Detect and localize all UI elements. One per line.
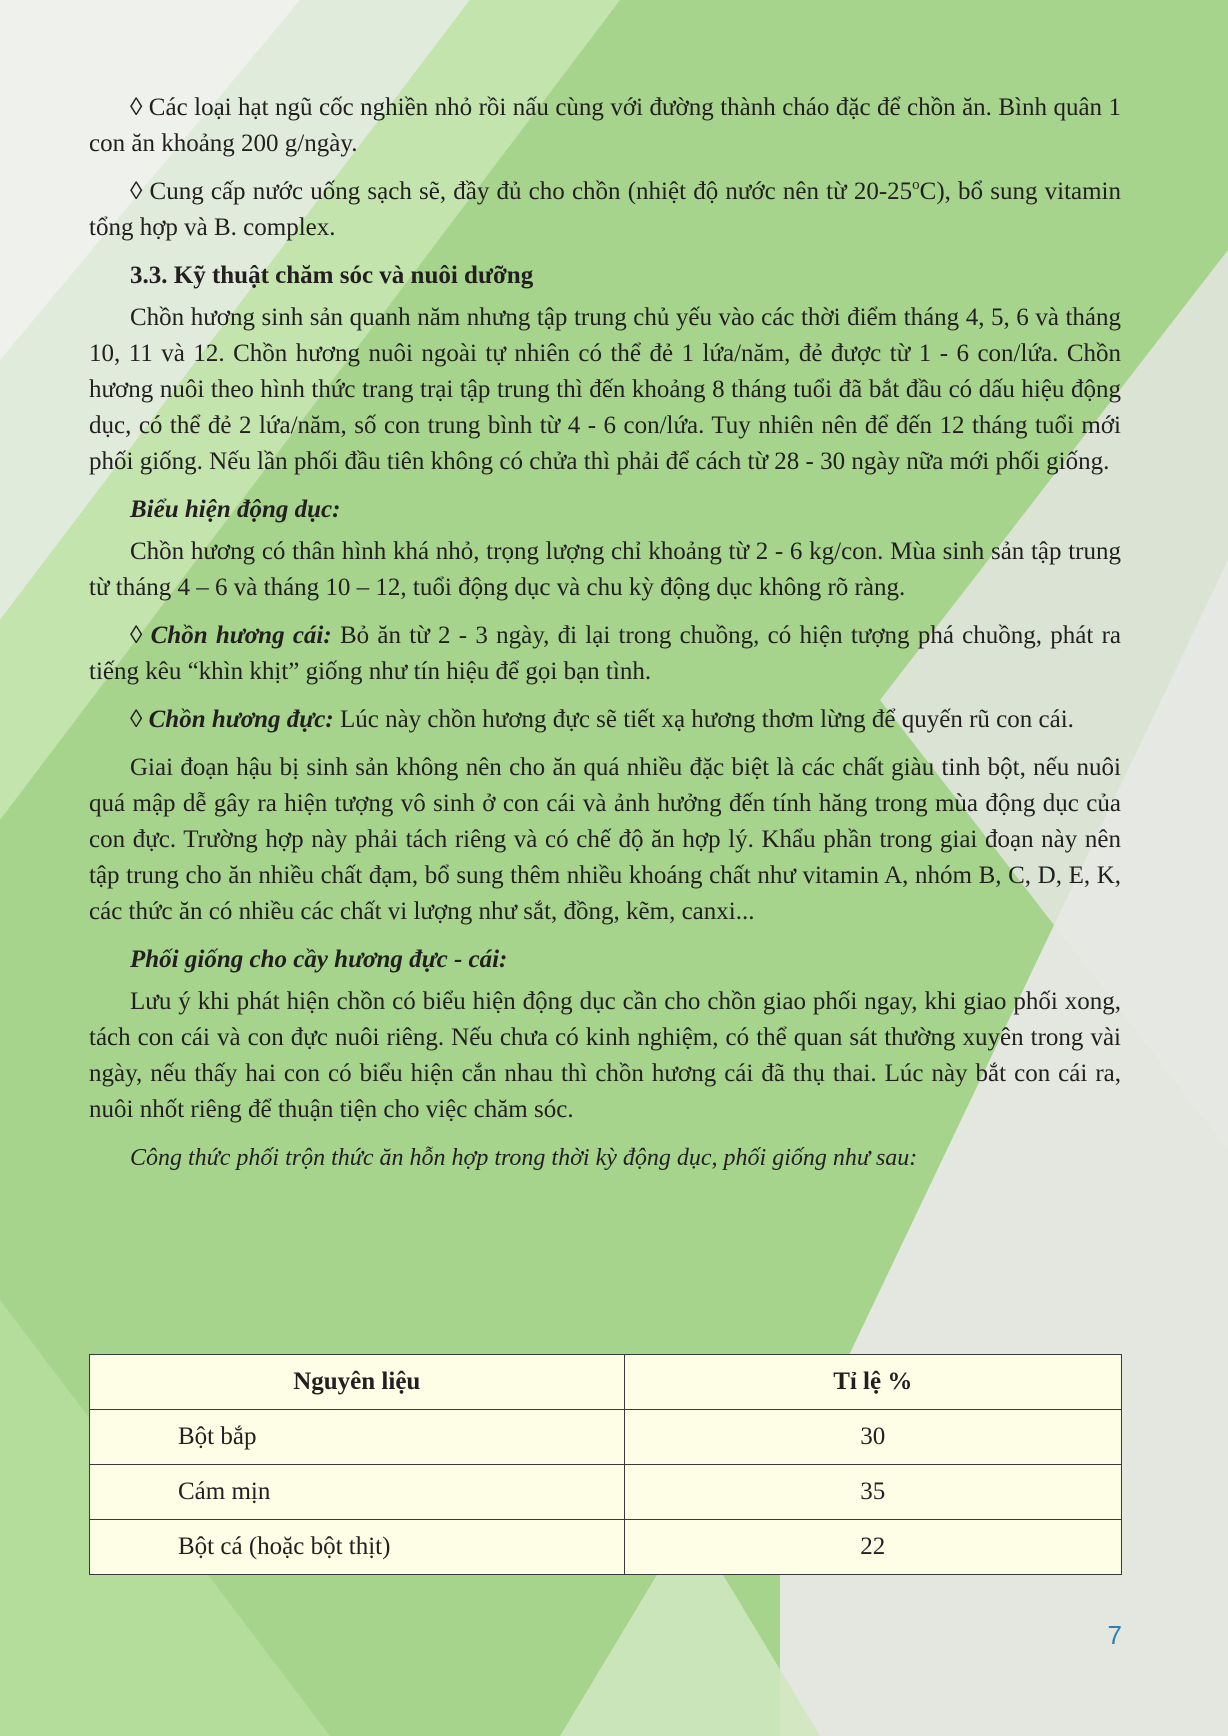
paragraph-pre-breeding-diet: Giai đoạn hậu bị sinh sản không nên cho ăn quá nhiều đặc biệt là các chất giàu tinh bột, nếu nuôi quá mập dễ gây ra hiện tượng vô sinh ở con cái và ảnh hưởng đến tính hăng trong mùa động dục của con đực. Trường hợp này phải tách riêng và có chế độ ăn hợp lý. Khẩu phần trong giai đoạn này nên tập trung cho ăn nhiều chất đạm, bổ sung thêm nhiều khoáng chất như vitamin A, nhóm B, C, D, E, K, các thức ăn có nhiều các chất vi lượng như sắt, đồng, kẽm, canxi...: [89, 754, 1121, 925]
male-lead: Chồn hương đực:: [148, 706, 334, 733]
table-header-row: [90, 1355, 1122, 1410]
water-text-end: C), bổ sung vitamin tổng hợp và B. complex.: [89, 178, 1121, 241]
paragraph-female-signs: [89, 618, 1121, 690]
female-lead: Chồn hương cái:: [150, 622, 332, 649]
ingredient-cell: Bột bắp: [90, 1410, 625, 1465]
ingredient-cell: Bột cá (hoặc bột thịt): [90, 1520, 625, 1575]
male-text: Lúc này chồn hương đực sẽ tiết xạ hương thơm lừng để quyến rũ con cái.: [333, 706, 1074, 733]
ratio-cell: 30: [624, 1410, 1121, 1465]
table-row: [90, 1410, 1122, 1465]
paragraph-water-supply: [89, 174, 1121, 246]
subheading-mating: Phối giống cho cầy hương đực - cái:: [130, 946, 508, 973]
page-body: [89, 90, 1121, 1182]
ratio-cell: 22: [624, 1520, 1121, 1575]
female-text: Bỏ ăn từ 2 - 3 ngày, đi lại trong chuồng, có hiện tượng phá chuồng, phát ra tiếng kêu “khìn khịt” giống như tín hiệu để gọi bạn tình.: [89, 622, 1122, 685]
ratio-cell: 35: [624, 1465, 1121, 1520]
feed-formula-table: [89, 1354, 1122, 1575]
ingredient-cell: Cám mịn: [90, 1465, 625, 1520]
page-number: 7: [1107, 1620, 1122, 1650]
section-heading: 3.3. Kỹ thuật chăm sóc và nuôi dưỡng: [130, 262, 534, 289]
subheading-estrus-signs: Biểu hiện động dục:: [130, 496, 341, 523]
bullet-diamond: ◊: [130, 622, 151, 649]
paragraph-male-signs: [89, 702, 1121, 738]
table-caption: Công thức phối trộn thức ăn hỗn hợp trong thời kỳ động dục, phối giống như sau:: [130, 1145, 918, 1171]
header-ingredient: Nguyên liệu: [90, 1355, 625, 1410]
water-text-start: ◊ Cung cấp nước uống sạch sẽ, đầy đủ cho chồn (nhiệt độ nước nên từ 20-25: [130, 178, 913, 205]
degree-superscript: o: [912, 177, 920, 193]
paragraph-body-size: Chồn hương có thân hình khá nhỏ, trọng lượng chỉ khoảng từ 2 - 6 kg/con. Mùa sinh sản tập trung từ tháng 4 – 6 và tháng 10 – 12, tuổi động dục và chu kỳ động dục không rõ ràng.: [89, 538, 1121, 601]
paragraph-mating-notes: Lưu ý khi phát hiện chồn có biểu hiện động dục cần cho chồn giao phối ngay, khi giao phối xong, tách con cái và con đực nuôi riêng. Nếu chưa có kinh nghiệm, có thể quan sát thường xuyên trong vài ngày, nếu thấy hai con có biểu hiện cắn nhau thì chồn hương cái đã thụ thai. Lúc này bắt con cái ra, nuôi nhốt riêng để thuận tiện cho việc chăm sóc.: [89, 988, 1121, 1123]
table-row: [90, 1465, 1122, 1520]
bullet-diamond: ◊: [130, 706, 149, 733]
paragraph-breeding-season: Chồn hương sinh sản quanh năm nhưng tập trung chủ yếu vào các thời điểm tháng 4, 5, 6 và tháng 10, 11 và 12. Chồn hương nuôi ngoài tự nhiên có thể đẻ 1 lứa/năm, đẻ được từ 1 - 6 con/lứa. Chồn hương nuôi theo hình thức trang trại tập trung thì đến khoảng 8 tháng tuổi đã bắt đầu có dấu hiệu động dục, có thể đẻ 2 lứa/năm, số con trung bình từ 4 - 6 con/lứa. Tuy nhiên nên để đến 12 tháng tuổi mới phối giống. Nếu lần phối đầu tiên không có chửa thì phải để cách từ 28 - 30 ngày nữa mới phối giống.: [89, 304, 1121, 475]
header-ratio: Tỉ lệ %: [624, 1355, 1121, 1410]
paragraph-ground-grain: ◊ Các loại hạt ngũ cốc nghiền nhỏ rồi nấu cùng với đường thành cháo đặc để chồn ăn. Bình quân 1 con ăn khoảng 200 g/ngày.: [89, 94, 1121, 157]
table-row: [90, 1520, 1122, 1575]
